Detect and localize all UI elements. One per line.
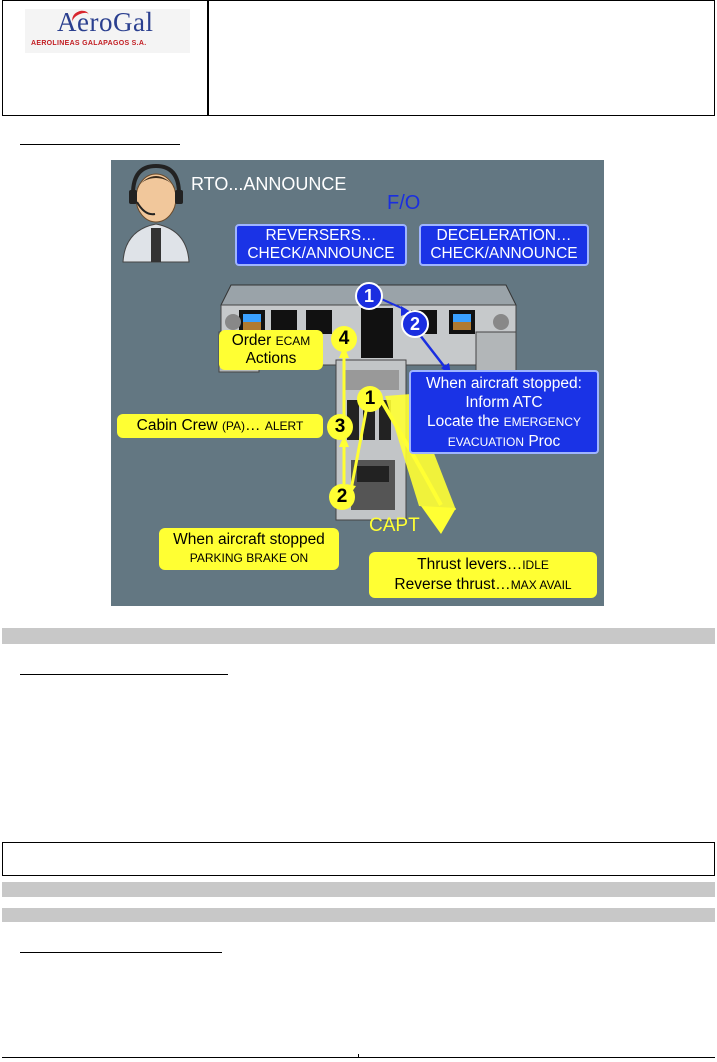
fo-step-2-badge: 2 [401,310,429,338]
ecam-text: ECAM [275,334,311,348]
rto-procedure-figure [111,160,604,606]
stopped-line-4-proc: Proc [524,433,561,450]
reversers-line-1: REVERSERS… [265,227,377,244]
section-band [2,628,715,644]
ecam-line-2: Actions [245,350,297,367]
pilot-icon [123,166,189,262]
stopped-line-4 [415,432,593,452]
thrust-levers-text: Thrust levers… [417,556,523,573]
parking-line-2: PARKING BRAKE ON [189,551,309,565]
deceleration-line-1: DECELERATION… [436,227,572,244]
capt-step-4-badge: 4 [331,326,357,352]
ecam-order-text: Order [231,332,276,349]
logo-subtitle: AEROLINEAS GALAPAGOS S.A. [31,40,147,47]
note-box [2,842,715,876]
capt-label: CAPT [369,515,420,536]
logo-text: AeroGal [57,7,154,37]
stopped-line-3-emergency: EMERGENCY [503,415,582,429]
thrust-line-1 [375,555,591,575]
aircraft-stopped-callout [409,370,599,454]
cabin-pa-text: (PA) [221,419,246,433]
stopped-line-3 [415,412,593,432]
section-title-underline [20,144,180,145]
section-band [2,908,715,922]
order-ecam-callout [219,330,323,370]
footer-tick [358,1054,359,1058]
section-title-underline [20,952,222,953]
thrust-levers-callout [369,552,597,598]
reversers-check-callout [235,224,407,266]
ecam-line-1 [225,332,317,350]
reversers-line-2: CHECK/ANNOUNCE [247,245,395,262]
stopped-line-3-text: Locate the [426,413,504,430]
stopped-line-1: When aircraft stopped: [426,375,582,392]
deceleration-check-callout [419,224,589,266]
fo-step-1-badge: 1 [355,282,383,310]
max-avail-text: MAX AVAIL [510,578,572,592]
stopped-line-2: Inform ATC [465,394,543,411]
capt-step-1-badge: 1 [357,386,383,412]
capt-step-2-badge: 2 [329,484,355,510]
deceleration-line-2: CHECK/ANNOUNCE [430,245,578,262]
thrust-line-2 [375,575,591,595]
cabin-crew-text: Cabin Crew [136,417,222,434]
rto-announce-label: RTO...ANNOUNCE [191,174,347,194]
stopped-line-4-evacuation: EVACUATION [447,435,525,449]
parking-brake-callout [159,528,339,570]
cabin-ellipsis: … [245,417,265,434]
reverse-thrust-text: Reverse thrust… [394,576,511,593]
document-header [2,0,715,116]
section-title-underline [20,674,228,675]
cabin-crew-alert-callout [117,414,323,438]
section-band [2,882,715,897]
cabin-alert-text: ALERT [264,419,304,433]
aerogal-logo [25,9,190,53]
header-divider [207,1,209,115]
parking-line-1: When aircraft stopped [173,531,325,548]
thrust-idle-text: IDLE [522,558,549,572]
fo-label: F/O [387,192,421,214]
capt-step-3-badge: 3 [327,414,353,440]
